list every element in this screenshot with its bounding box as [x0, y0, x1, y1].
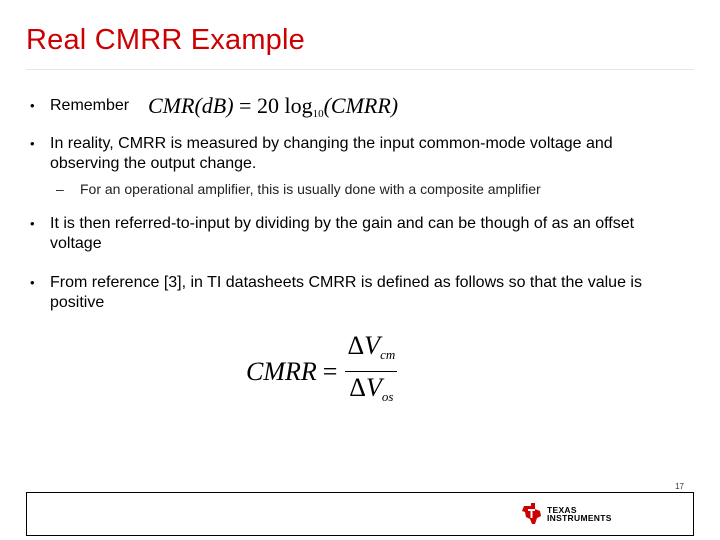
denominator-variable: V — [365, 373, 382, 402]
eq1-equals: = — [239, 93, 252, 118]
denominator-subscript: os — [381, 389, 394, 404]
eq1-argument: (CMRR) — [323, 93, 399, 118]
eq1-log-base: 10 — [312, 108, 324, 120]
cmr-db-equation — [148, 93, 398, 120]
bullet-text: In reality, CMRR is measured by changing the input common-mode voltage and observing the output change. — [50, 135, 613, 172]
ti-logo-text — [547, 506, 612, 522]
title-divider — [26, 69, 694, 70]
sub-bullet-marker: – — [56, 181, 64, 197]
eq1-lhs-arg: (dB) — [194, 93, 234, 118]
bullet-referred-to-input — [30, 214, 670, 254]
eq1-coefficient: 20 — [256, 93, 279, 118]
numerator-variable: V — [364, 331, 381, 360]
page-number: 17 — [675, 482, 684, 491]
eq1-log: log — [284, 93, 313, 118]
bullet-marker: • — [30, 136, 35, 151]
bullet-text: Remember — [50, 97, 130, 114]
bullet-text: From reference [3], in TI datasheets CMRR is defined as follows so that the value is positive — [50, 274, 642, 311]
cmrr-definition-equation — [246, 330, 397, 413]
numerator-subscript: cm — [380, 347, 396, 362]
bullet-text: It is then referred-to-input by dividing by the gain and can be though of as an offset voltage — [50, 215, 635, 252]
sub-bullet-composite — [56, 180, 676, 198]
footer-bar — [26, 492, 694, 536]
bullet-marker: • — [30, 275, 35, 290]
sub-bullet-text: For an operational amplifier, this is usually done with a composite amplifier — [80, 181, 541, 197]
bullet-reality — [30, 134, 670, 174]
delta-symbol: Δ — [349, 373, 366, 402]
slide-title: Real CMRR Example — [26, 24, 305, 56]
bullet-marker: • — [30, 216, 35, 231]
eq2-equals: = — [322, 356, 338, 386]
bullet-ti-definition — [30, 273, 670, 313]
logo-line-1: TEXAS — [547, 505, 577, 515]
ti-logo — [521, 503, 612, 525]
eq2-denominator — [347, 372, 395, 413]
eq1-lhs: CMR — [148, 93, 195, 118]
delta-symbol: Δ — [347, 331, 365, 360]
eq2-lhs: CMRR — [246, 356, 317, 386]
eq2-numerator — [345, 330, 397, 372]
eq2-fraction — [345, 330, 397, 413]
bullet-marker: • — [30, 98, 35, 113]
bullet-remember — [30, 96, 129, 116]
logo-line-2: INSTRUMENTS — [547, 513, 612, 523]
ti-state-icon — [521, 503, 543, 525]
